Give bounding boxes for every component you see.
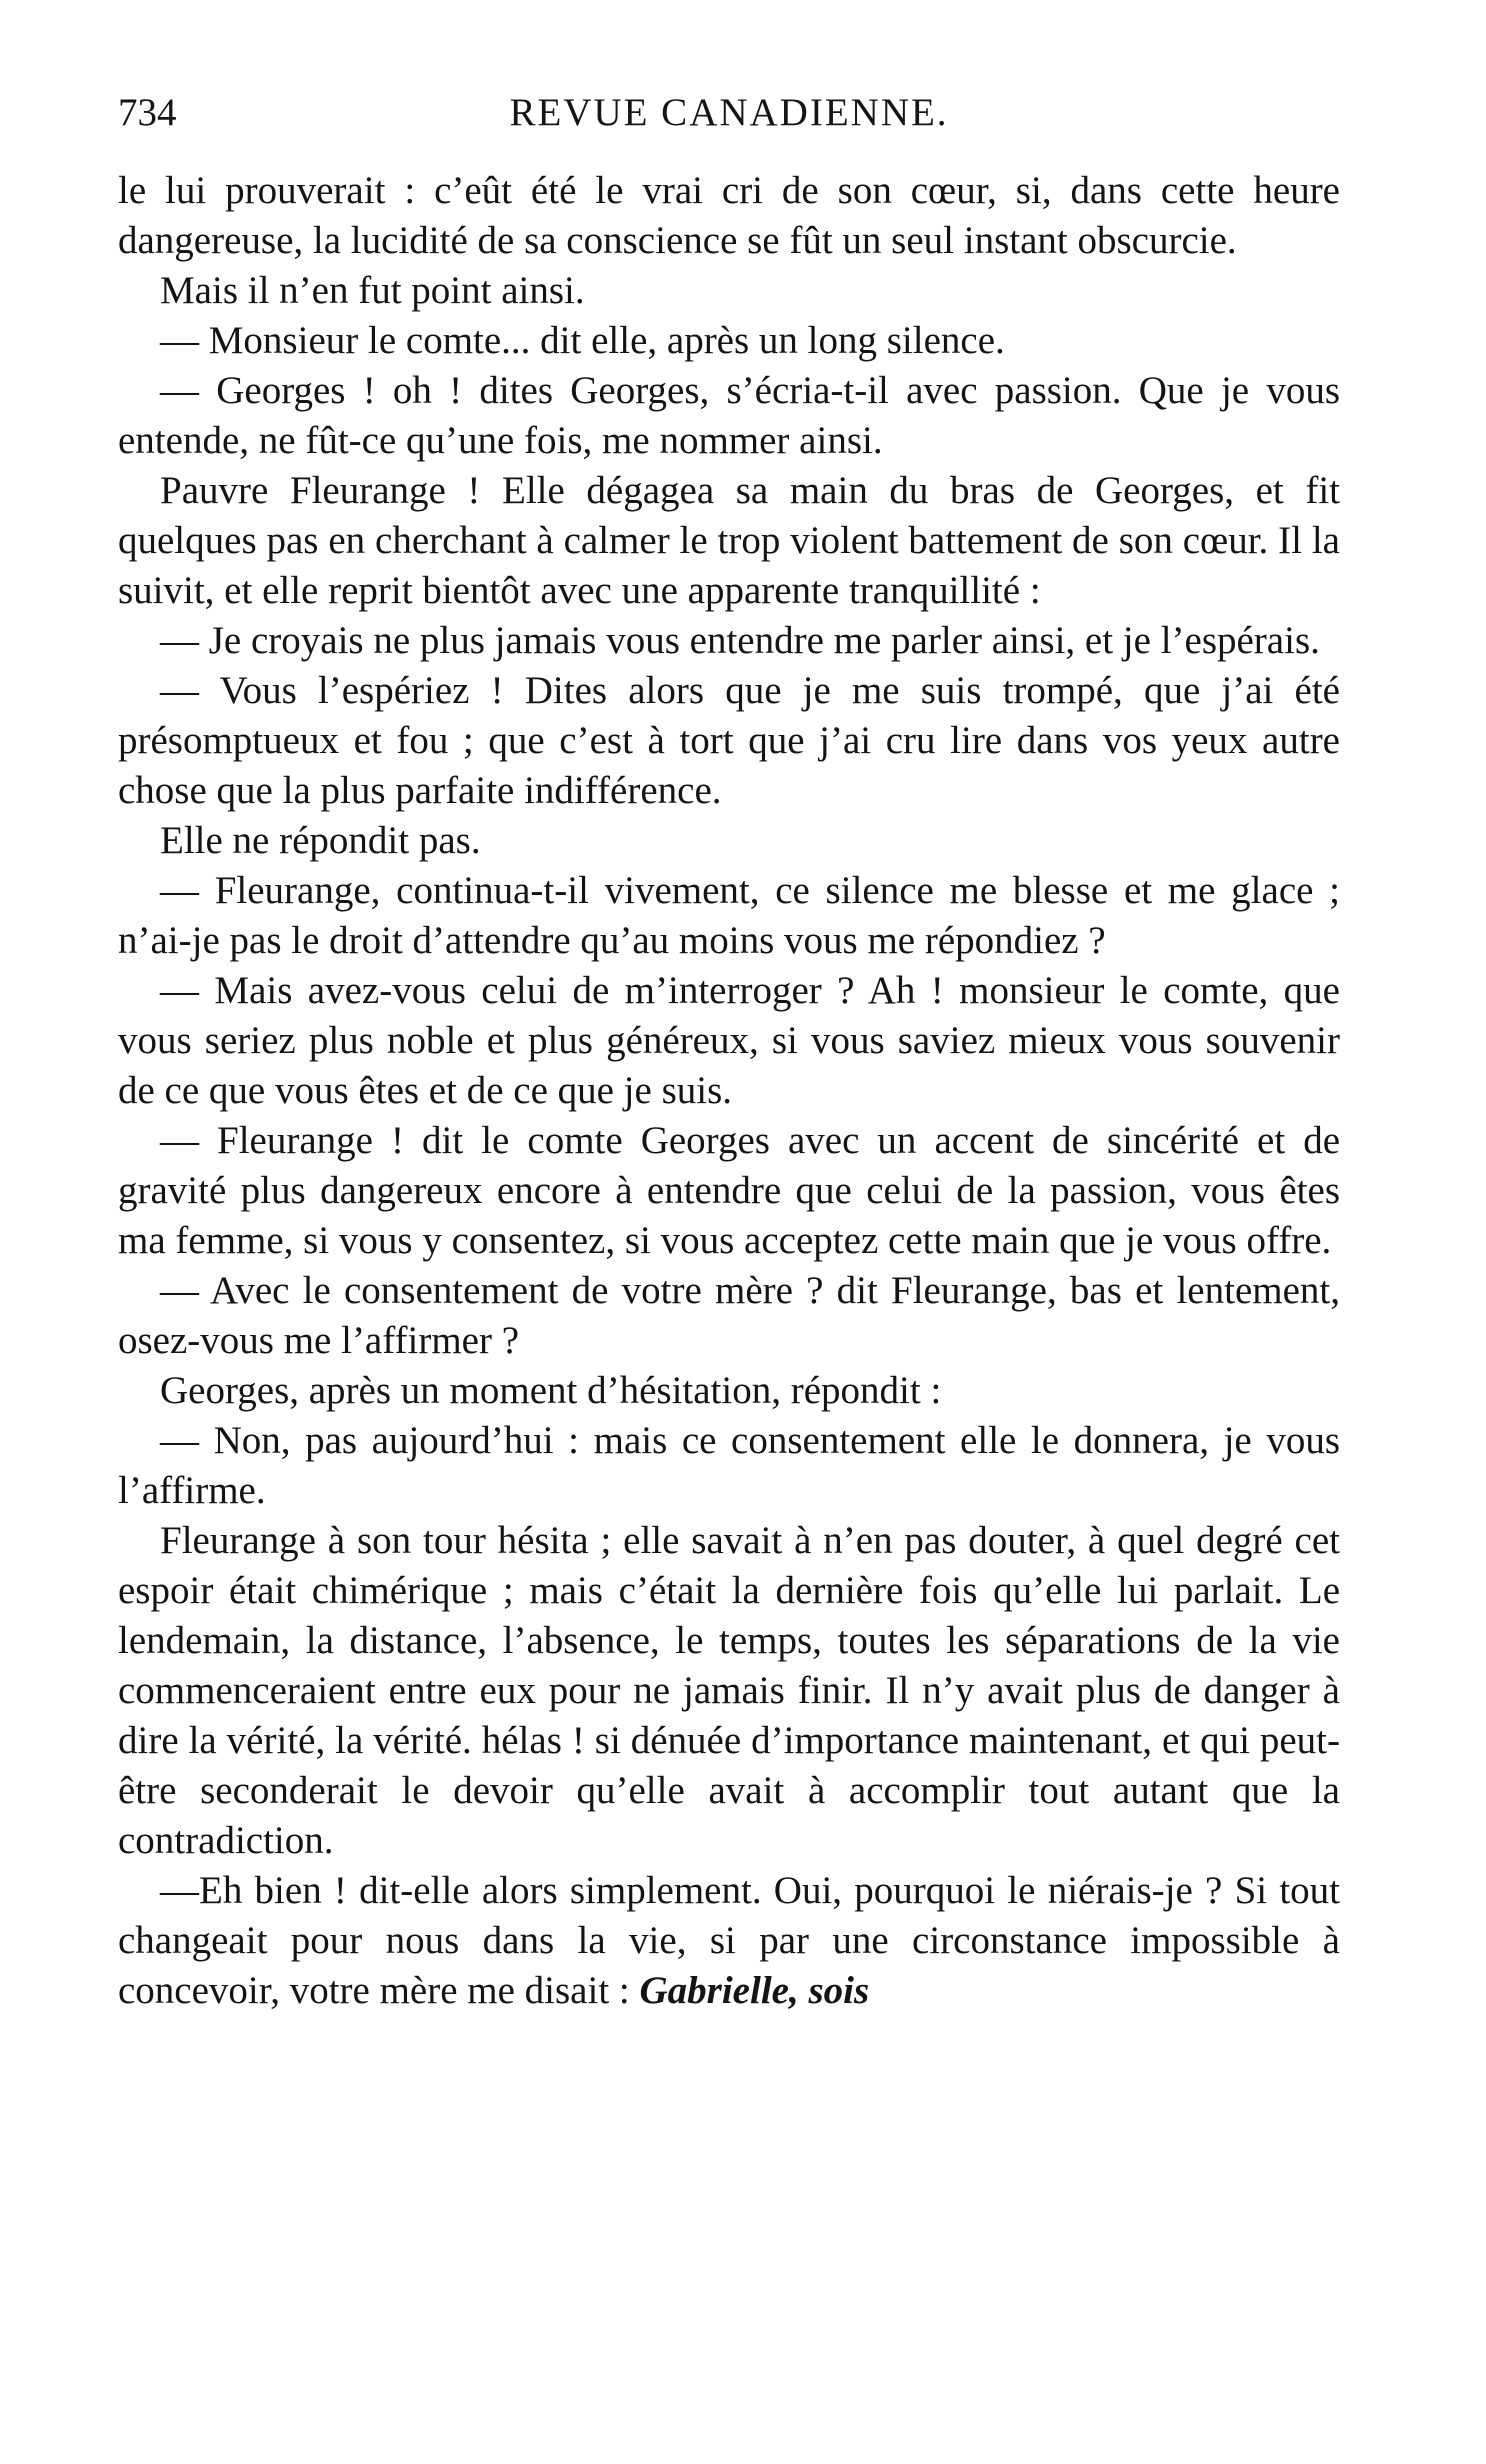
paragraph: — Vous l’espériez ! Dites alors que je me suis trompé, que j’ai été présomptueux et fou ; que c’est à tort que j’ai cru lire dans vos yeux autre chose que la plus parfaite indifférence. [118, 669, 1340, 812]
paragraph-last [118, 1866, 1340, 2016]
paragraph: — Mais avez-vous celui de m’interroger ? Ah ! monsieur le comte, que vous seriez plus noble et plus généreux, si vous saviez mieux vous souvenir de ce que vous êtes et de ce que je suis. [118, 969, 1340, 1112]
paragraph: Elle ne répondit pas. [160, 819, 481, 862]
paragraph: — Non, pas aujourd’hui : mais ce consentement elle le donnera, je vous l’affirme. [118, 1419, 1340, 1512]
paragraph: Pauvre Fleurange ! Elle dégagea sa main du bras de Georges, et fit quelques pas en cherchant à calmer le trop violent battement de son cœur. Il la suivit, et elle reprit bientôt avec une apparente tranquillité : [118, 469, 1340, 612]
paragraph-last-text: —Eh bien ! dit-elle alors simplement. Oui, pourquoi le niérais-je ? Si tout changeait pour nous dans la vie, si par une circonstance impossible à concevoir, votre mère me disait : [118, 1869, 1340, 2012]
paragraph: Fleurange à son tour hésita ; elle savait à n’en pas douter, à quel degré cet espoir était chimérique ; mais c’était la dernière fois qu’elle lui parlait. Le lendemain, la distance, l’absence, le temps, toutes les séparations de la vie commenceraient entre eux pour ne jamais finir. Il n’y avait plus de danger à dire la vérité, la vérité. hélas ! si dénuée d’importance maintenant, et qui peut-être seconderait le devoir qu’elle avait à accomplir tout autant que la contradiction. [118, 1519, 1340, 1862]
page [118, 78, 1340, 2016]
body-text [118, 166, 1340, 2016]
paragraph-last-italic: Gabrielle, sois [639, 1969, 870, 2012]
paragraph: — Je croyais ne plus jamais vous entendre me parler ainsi, et je l’espérais. [160, 619, 1320, 662]
paragraph: le lui prouverait : c’eût été le vrai cri de son cœur, si, dans cette heure dangereuse, la lucidité de sa conscience se fût un seul instant obscurcie. [118, 169, 1340, 262]
running-title: REVUE CANADIENNE. [509, 91, 949, 134]
paragraph: — Fleurange, continua-t-il vivement, ce silence me blesse et me glace ; n’ai-je pas le droit d’attendre qu’au moins vous me répondiez ? [118, 869, 1340, 962]
paragraph: — Monsieur le comte... dit elle, après un long silence. [160, 319, 1005, 362]
paragraph: Georges, après un moment d’hésitation, répondit : [160, 1369, 942, 1412]
page-number: 734 [118, 91, 177, 134]
page-header [118, 78, 1340, 148]
paragraph: — Fleurange ! dit le comte Georges avec un accent de sincérité et de gravité plus dangereux encore à entendre que celui de la passion, vous êtes ma femme, si vous y consentez, si vous acceptez cette main que je vous offre. [118, 1119, 1340, 1262]
paragraph: — Georges ! oh ! dites Georges, s’écria-t-il avec passion. Que je vous entende, ne fût-ce qu’une fois, me nommer ainsi. [118, 369, 1340, 462]
paragraph: Mais il n’en fut point ainsi. [160, 269, 585, 312]
paragraph: — Avec le consentement de votre mère ? dit Fleurange, bas et lentement, osez-vous me l’affirmer ? [118, 1269, 1340, 1362]
